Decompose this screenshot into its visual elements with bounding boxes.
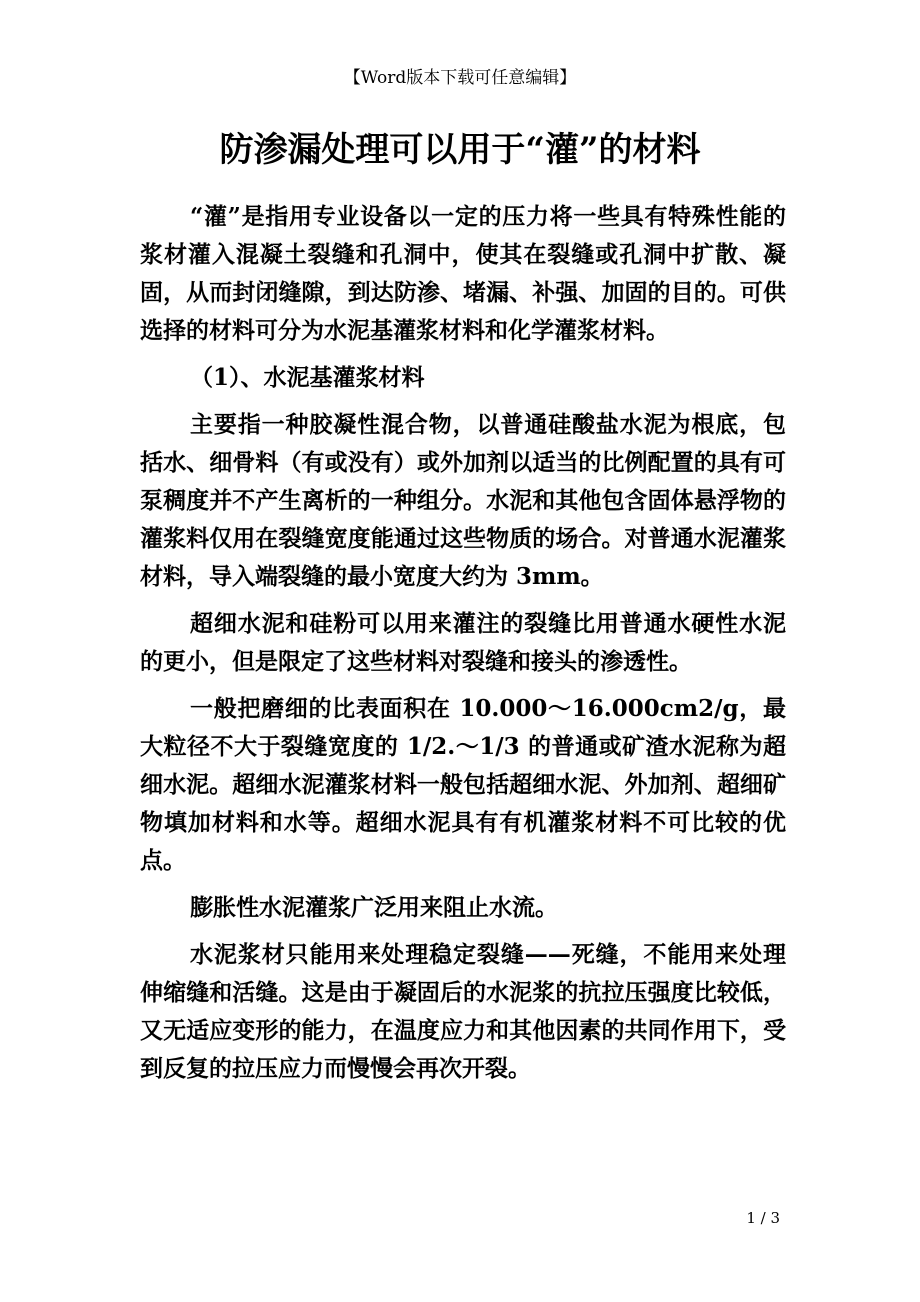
paragraph-cement-limitations: 水泥浆材只能用来处理稳定裂缝——死缝，不能用来处理伸缩缝和活缝。这是由于凝固后的水泥浆的抗拉压强度比较低，又无适应变形的能力，在温度应力和其他因素的共同作用下，受到反复的拉压应力而慢慢会再次开裂。 [140, 941, 786, 1082]
page-number: 1 / 3 [746, 1209, 780, 1227]
section-heading-cement-grout: （1）、水泥基灌浆材料 [190, 364, 425, 391]
paragraph-ultrafine-cement-silica: 超细水泥和硅粉可以用来灌注的裂缝比用普通水硬性水泥的更小，但是限定了这些材料对裂缝和接头的渗透性。 [140, 610, 786, 675]
document-title: 防渗漏处理可以用于“灌”的材料 [219, 130, 701, 170]
paragraph-intro: “灌”是指用专业设备以一定的压力将一些具有特殊性能的浆材灌入混凝土裂缝和孔洞中，使其在裂缝或孔洞中扩散、凝固，从而封闭缝隙，到达防渗、堵漏、补强、加固的目的。可供选择的材料可分为水泥基灌浆材料和化学灌浆材料。 [140, 203, 786, 344]
paragraph-expansive-cement: 膨胀性水泥灌浆广泛用来阻止水流。 [190, 894, 558, 921]
header-note: 【Word版本下载可任意编辑】 [343, 68, 577, 88]
paragraph-cement-grout-definition: 主要指一种胶凝性混合物，以普通硅酸盐水泥为根底，包括水、细骨料（有或没有）或外加剂以适当的比例配置的具有可泵稠度并不产生离析的一种组分。水泥和其他包含固体悬浮物的灌浆料仅用在裂缝宽度能通过这些物质的场合。对普通水泥灌浆材料，导入端裂缝的最小宽度大约为 3mm。 [140, 411, 786, 590]
document-body [140, 198, 786, 1088]
paragraph-ultrafine-cement-definition: 一般把磨细的比表面积在 10.000～16.000cm2/g，最大粒径不大于裂缝宽度的 1/2.～1/3 的普通或矿渣水泥称为超细水泥。超细水泥灌浆材料一般包括超细水泥、外加剂、超细矿物填加材料和水等。超细水泥具有有机灌浆材料不可比较的优点。 [140, 695, 786, 874]
